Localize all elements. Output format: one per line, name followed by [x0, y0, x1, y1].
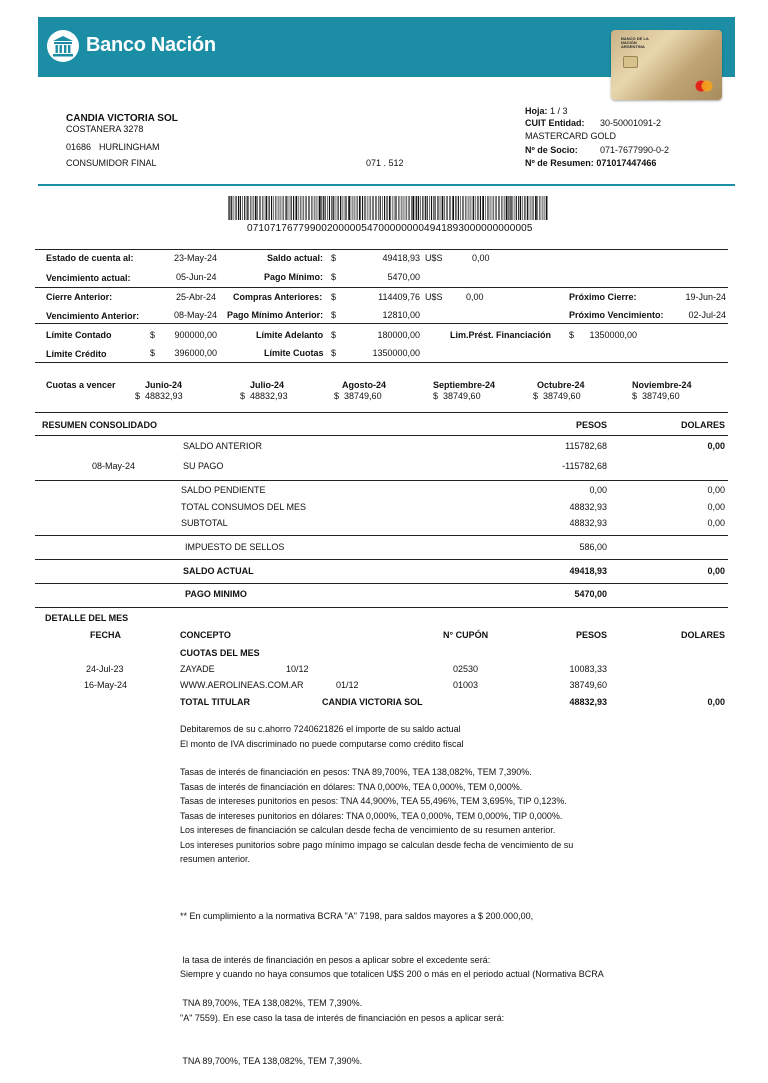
pago-minimo-label: Pago Mínimo:	[264, 272, 323, 282]
customer-address: COSTANERA 3278	[66, 124, 144, 134]
cuota-currency: $	[240, 391, 246, 401]
note-line: Siempre y cuando no haya consumos que totalicen U$S 200 o más en el periodo actual (Normativa BCRA	[180, 969, 604, 979]
detalle-col-cupon: N° CUPÓN	[443, 630, 489, 640]
payment-barcode	[228, 196, 548, 220]
bank-building-icon	[47, 30, 79, 62]
resumen-top-rule	[35, 412, 728, 413]
total-consumos-pesos: 48832,93	[569, 502, 607, 512]
detalle-col-concepto: CONCEPTO	[180, 630, 231, 640]
vencimiento-anterior-value: 08-May-24	[174, 310, 218, 320]
compras-anteriores-label: Compras Anteriores:	[233, 292, 323, 302]
note-line: Los intereses de financiación se calculan desde fecha de vencimiento de su resumen anterior.	[180, 825, 556, 835]
saldo-actual-label: Saldo actual:	[267, 253, 324, 263]
note-line: TNA 89,700%, TEA 138,082%, TEM 7,390%.	[180, 998, 363, 1008]
note-line: "A" 7559). En ese caso la tasa de interés de financiación en pesos a aplicar será:	[180, 1012, 505, 1023]
limite-contado-currency: $	[150, 330, 156, 340]
note-line: Tasas de intereses punitorios en dólares: TNA 0,000%, TEA 0,000%, TEM 0,000%, TIP 0,000%.	[180, 810, 563, 821]
card-bank-text: BANCO DE LA NACIÓN ARGENTINA	[621, 36, 649, 49]
cuota-month-name: Julio-24	[250, 380, 285, 390]
summary-number-label: Nº de Resumen:	[525, 158, 594, 168]
row-fecha: 16-May-24	[84, 680, 128, 690]
note-line: la tasa de interés de financiación en pesos a aplicar sobre el excedente será:	[180, 954, 491, 965]
detalle-col-fecha: FECHA	[90, 630, 121, 640]
cuota-currency: $	[334, 391, 340, 401]
saldo-actual-usd-value: 0,00	[472, 253, 490, 263]
total-titular-name: CANDIA VICTORIA SOL	[322, 697, 423, 707]
card-chip-icon	[623, 56, 638, 68]
cuota-currency: $	[533, 391, 539, 401]
cuota-month-name: Agosto-24	[342, 380, 387, 390]
limite-contado-label: Límite Contado	[46, 330, 112, 340]
row-pesos: 38749,60	[569, 680, 607, 690]
credit-card-image	[611, 30, 722, 100]
member-number-value: 071-7677990-0-2	[600, 145, 670, 155]
row-cupon: 02530	[453, 664, 479, 674]
row-cupon: 01003	[453, 680, 479, 690]
resumen-rule-3	[35, 559, 728, 560]
resumen-rule-4	[35, 583, 728, 584]
resumen-header-rule	[35, 435, 728, 436]
vencimiento-actual-label: Vencimiento actual:	[46, 273, 131, 283]
saldo-pendiente-pesos: 0,00	[589, 485, 607, 495]
saldo-anterior-label: SALDO ANTERIOR	[183, 441, 263, 451]
detalle-col-pesos: PESOS	[575, 630, 607, 640]
row-cuota: 01/12	[336, 680, 359, 690]
total-titular-dolares: 0,00	[707, 697, 725, 707]
total-titular-label: TOTAL TITULAR	[180, 697, 250, 707]
notes-usd-block	[180, 938, 604, 1083]
total-titular-pesos: 48832,93	[569, 697, 607, 707]
limite-credito-currency: $	[150, 348, 156, 358]
note-line: resumen anterior.	[180, 854, 251, 864]
note-line: Tasas de interés de financiación en dólares: TNA 0,000%, TEA 0,000%, TEM 0,000%.	[180, 781, 523, 792]
resumen-rule-1	[35, 480, 728, 481]
cuota-amount: 38749,60	[443, 391, 481, 401]
saldo-actual-total-label: SALDO ACTUAL	[183, 566, 254, 576]
status-top-rule	[35, 249, 728, 250]
limite-cuotas-label: Límite Cuotas	[264, 348, 324, 358]
proximo-cierre-value: 19-Jun-24	[685, 292, 726, 302]
detalle-col-dolares: DOLARES	[680, 630, 725, 640]
pago-minimo-total-label: PAGO MINIMO	[185, 589, 247, 599]
impuesto-sellos-pesos: 586,00	[579, 542, 607, 552]
saldo-anterior-pesos: 115782,68	[565, 441, 607, 451]
cuota-month-1	[135, 380, 183, 401]
note-line: TNA 89,700%, TEA 138,082%, TEM 7,390%.	[180, 1056, 363, 1066]
pago-minimo-total-pesos: 5470,00	[574, 589, 607, 599]
note-line: El monto de IVA discriminado no puede computarse como crédito fiscal	[180, 738, 464, 749]
pago-date: 08-May-24	[92, 461, 136, 471]
limite-adelanto-label: Límite Adelanto	[256, 330, 324, 340]
row-concepto: WWW.AEROLINEAS.COM.AR	[180, 680, 304, 690]
saldo-pendiente-dolares: 0,00	[707, 485, 725, 495]
saldo-pendiente-label: SALDO PENDIENTE	[181, 485, 266, 495]
vencimiento-actual-value: 05-Jun-24	[176, 272, 217, 282]
cuota-month-6	[632, 380, 692, 401]
cuotas-del-mes-label: CUOTAS DEL MES	[180, 648, 260, 658]
total-consumos-dolares: 0,00	[707, 502, 725, 512]
card-product: MASTERCARD GOLD	[525, 131, 617, 141]
saldo-actual-total-dolares: 0,00	[707, 566, 725, 576]
customer-tax-condition: CONSUMIDOR FINAL	[66, 158, 157, 168]
customer-name: CANDIA VICTORIA SOL	[66, 113, 178, 124]
row-cuota: 10/12	[286, 664, 309, 674]
cuota-month-5	[533, 380, 585, 401]
saldo-anterior-dolares: 0,00	[707, 441, 725, 451]
row-pesos: 10083,33	[569, 664, 607, 674]
limite-adelanto-currency: $	[331, 330, 337, 340]
branch-code: 071 . 512	[366, 158, 404, 168]
compras-anteriores-usd-value: 0,00	[466, 292, 484, 302]
cuota-month-4	[433, 380, 495, 401]
status-mid-rule	[35, 287, 728, 288]
cuota-amount: 48832,93	[145, 391, 183, 401]
detalle-top-rule	[35, 607, 728, 608]
summary-number	[525, 158, 656, 168]
saldo-actual-total-pesos: 49418,93	[569, 566, 607, 576]
bank-name: Banco Nación	[86, 34, 216, 56]
limits-bottom-rule	[35, 362, 728, 363]
barcode-number: 07107176779900200000547000000004941893000000000005	[247, 223, 533, 234]
cuit-value: 30-50001091-2	[600, 118, 662, 128]
note-line: Tasas de intereses punitorios en pesos: TNA 44,900%, TEA 55,496%, TEM 3,695%, TIP 0,123%.	[180, 796, 567, 806]
limite-credito-label: Límite Crédito	[46, 349, 107, 359]
compras-anteriores-currency: $	[331, 292, 337, 302]
cuota-month-2	[240, 380, 288, 401]
cierre-anterior-label: Cierre Anterior:	[46, 292, 113, 302]
pago-minimo-anterior-currency: $	[331, 310, 337, 320]
limite-credito-value: 396000,00	[174, 348, 217, 358]
cuota-month-name: Noviembre-24	[632, 380, 692, 390]
row-fecha: 24-Jul-23	[86, 664, 124, 674]
pago-minimo-anterior-label: Pago Mínimo Anterior:	[227, 310, 324, 320]
note-line: Tasas de interés de financiación en pesos: TNA 89,700%, TEA 138,082%, TEM 7,390%.	[180, 767, 532, 777]
saldo-actual-currency: $	[331, 253, 337, 263]
customer-postal-code: 01686	[66, 142, 92, 152]
proximo-cierre-label: Próximo Cierre:	[569, 292, 637, 302]
estado-label: Estado de cuenta al:	[46, 253, 134, 263]
subtotal-dolares: 0,00	[707, 518, 725, 528]
notes-debit-block	[180, 722, 463, 751]
cuota-currency: $	[135, 391, 141, 401]
customer-city: HURLINGHAM	[99, 142, 160, 152]
estado-value: 23-May-24	[174, 253, 218, 263]
limite-prestamo-label: Lim.Prést. Financiación	[450, 330, 552, 340]
cuota-amount: 38749,60	[642, 391, 680, 401]
cuota-month-name: Octubre-24	[537, 380, 585, 390]
cuota-month-name: Septiembre-24	[433, 380, 496, 390]
page-value: 1 / 3	[550, 106, 568, 116]
resumen-title: RESUMEN CONSOLIDADO	[42, 420, 158, 430]
cuota-amount: 38749,60	[543, 391, 581, 401]
note-line: Debitaremos de su c.ahorro 7240621826 el importe de su saldo actual	[180, 724, 461, 734]
cuota-month-name: Junio-24	[145, 380, 183, 390]
detalle-title: DETALLE DEL MES	[45, 613, 129, 623]
pago-minimo-anterior-value: 12810,00	[382, 310, 420, 320]
member-number-label: Nº de Socio:	[525, 145, 578, 155]
proximo-vencimiento-label: Próximo Vencimiento:	[569, 310, 664, 320]
proximo-vencimiento-value: 02-Jul-24	[688, 310, 726, 320]
limite-contado-value: 900000,00	[174, 330, 217, 340]
cuota-amount: 38749,60	[344, 391, 382, 401]
page-indicator	[525, 106, 568, 116]
cuotas-a-vencer-label: Cuotas a vencer	[46, 380, 116, 390]
mastercard-logo-icon	[694, 80, 714, 92]
saldo-actual-value: 49418,93	[382, 253, 420, 263]
note-line: Los intereses punitorios sobre pago mínimo impago se calculan desde fecha de vencimiento de su	[180, 839, 574, 850]
cuota-currency: $	[632, 391, 638, 401]
subtotal-label: SUBTOTAL	[181, 518, 228, 528]
summary-number-value: 071017447466	[596, 158, 657, 168]
cuota-amount: 48832,93	[250, 391, 288, 401]
notes-rates-block	[180, 765, 573, 867]
limits-top-rule	[35, 323, 728, 324]
compras-anteriores-value: 114409,76	[378, 292, 420, 302]
su-pago-pesos: -115782,68	[562, 461, 607, 471]
limite-cuotas-value: 1350000,00	[372, 348, 420, 358]
page-label: Hoja:	[525, 106, 548, 116]
note-line: ** En cumplimiento a la normativa BCRA "A" 7198, para saldos mayores a $ 200.000,00,	[180, 911, 534, 921]
limite-adelanto-value: 180000,00	[377, 330, 420, 340]
cuit-label: CUIT Entidad:	[525, 118, 585, 128]
cuota-currency: $	[433, 391, 439, 401]
saldo-actual-usd-label: U$S	[425, 253, 443, 263]
compras-anteriores-usd-label: U$S	[425, 292, 443, 302]
pago-minimo-value: 5470,00	[387, 272, 420, 282]
header-divider	[38, 184, 735, 186]
vencimiento-anterior-label: Vencimiento Anterior:	[46, 311, 140, 321]
cuota-month-3	[334, 380, 386, 401]
limite-prestamo-value: 1350000,00	[589, 330, 637, 340]
cierre-anterior-value: 25-Abr-24	[176, 292, 217, 302]
limite-cuotas-currency: $	[331, 348, 337, 358]
resumen-col-dolares: DOLARES	[680, 420, 725, 430]
pago-minimo-currency: $	[331, 272, 337, 282]
total-consumos-label: TOTAL CONSUMOS DEL MES	[181, 502, 307, 512]
su-pago-label: SU PAGO	[183, 461, 224, 471]
resumen-rule-2	[35, 535, 728, 536]
limite-prestamo-currency: $	[569, 330, 575, 340]
resumen-col-pesos: PESOS	[576, 420, 608, 430]
row-concepto: ZAYADE	[180, 664, 215, 674]
subtotal-pesos: 48832,93	[569, 518, 607, 528]
impuesto-sellos-label: IMPUESTO DE SELLOS	[185, 542, 285, 552]
